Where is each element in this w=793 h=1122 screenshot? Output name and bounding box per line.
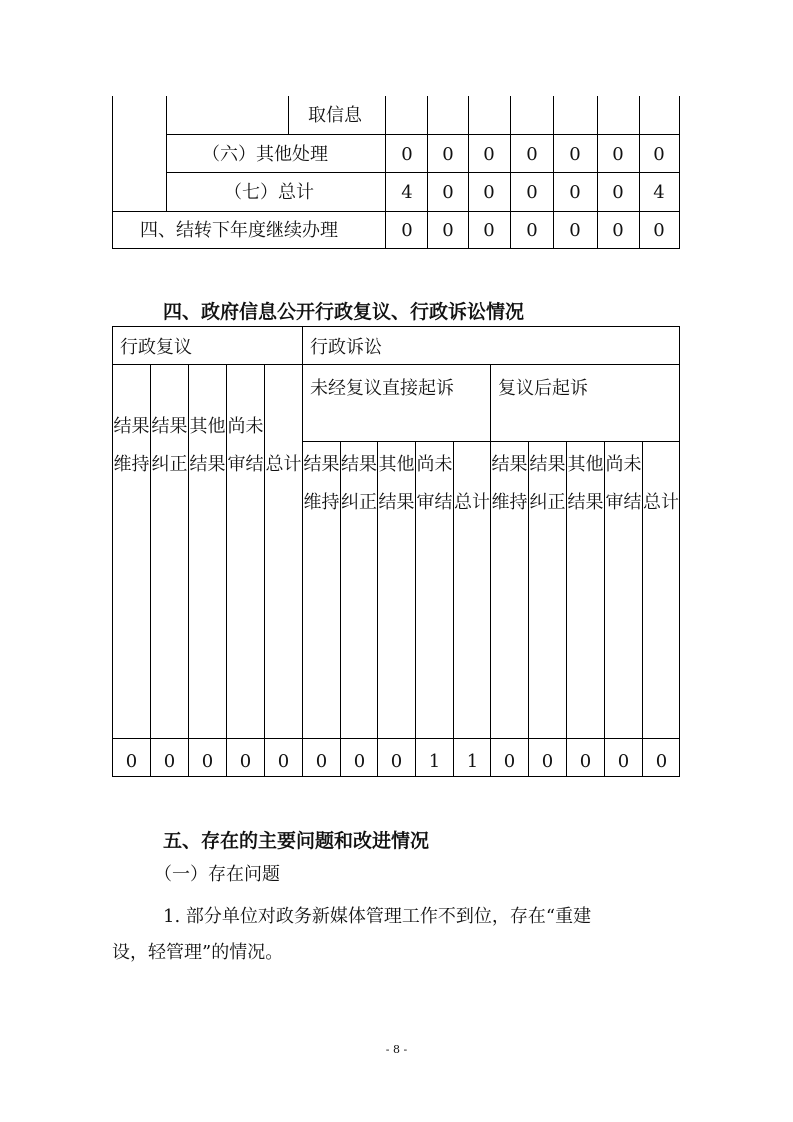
cell-value: 0	[483, 144, 495, 165]
cell-value: 0	[483, 220, 495, 241]
page-number: - 8 -	[385, 1043, 408, 1056]
cell-value: 0	[612, 220, 624, 241]
subsection-title: （一）存在问题	[154, 864, 280, 885]
col-header: 其他结果	[378, 454, 415, 513]
cell-value: 0	[655, 751, 668, 772]
header-after-review-litigation: 复议后起诉	[498, 378, 588, 399]
paragraph-line: 1. 部分单位对政务新媒体管理工作不到位，存在“重建	[163, 906, 592, 927]
cell-value: 0	[653, 144, 665, 165]
row-label: 四、结转下年度继续办理	[140, 220, 338, 241]
header-direct-litigation: 未经复议直接起诉	[310, 378, 454, 399]
cell-value: 0	[353, 751, 366, 772]
cell-value: 0	[569, 144, 581, 165]
cell-value: 0	[541, 751, 554, 772]
col-header: 其他结果	[567, 454, 604, 513]
cell-value: 0	[125, 751, 138, 772]
cell-value: 0	[526, 182, 538, 203]
row-label: 取信息	[308, 105, 362, 126]
cell-value: 0	[612, 182, 624, 203]
cell-value: 0	[401, 220, 413, 241]
cell-value: 4	[653, 182, 665, 203]
col-header: 总计	[454, 492, 490, 513]
cell-value: 0	[503, 751, 516, 772]
cell-value: 0	[442, 182, 454, 203]
cell-value: 0	[163, 751, 176, 772]
cell-value: 1	[428, 751, 441, 772]
cell-value: 0	[579, 751, 592, 772]
header-administrative-litigation: 行政诉讼	[310, 337, 382, 358]
cell-value: 0	[612, 144, 624, 165]
cell-value: 0	[569, 182, 581, 203]
col-header: 结果维持	[491, 454, 528, 513]
col-header: 其他结果	[189, 416, 226, 475]
cell-value: 0	[239, 751, 252, 772]
cell-value: 0	[401, 144, 413, 165]
col-header: 结果维持	[303, 454, 340, 513]
review-litigation-table	[112, 326, 680, 777]
disposal-table	[112, 96, 680, 249]
col-header: 结果纠正	[529, 454, 566, 513]
cell-value: 0	[483, 182, 495, 203]
cell-value: 0	[442, 144, 454, 165]
cell-value: 4	[401, 182, 413, 203]
header-administrative-review: 行政复议	[120, 337, 192, 358]
cell-value: 0	[526, 220, 538, 241]
col-header: 总计	[265, 454, 302, 475]
section-4-title: 四、政府信息公开行政复议、行政诉讼情况	[163, 301, 525, 323]
col-header: 尚未审结	[416, 454, 453, 513]
cell-value: 0	[569, 220, 581, 241]
row-label: （六）其他处理	[202, 144, 328, 165]
cell-value: 0	[617, 751, 630, 772]
col-header: 尚未审结	[227, 416, 264, 475]
col-header: 尚未审结	[605, 454, 642, 513]
section-5-title: 五、存在的主要问题和改进情况	[163, 830, 430, 852]
col-header: 总计	[643, 492, 679, 513]
col-header: 结果纠正	[341, 454, 377, 513]
row-label: （七）总计	[224, 182, 314, 203]
cell-value: 0	[315, 751, 328, 772]
cell-value: 0	[390, 751, 403, 772]
cell-value: 0	[277, 751, 290, 772]
cell-value: 0	[201, 751, 214, 772]
col-header: 结果纠正	[151, 416, 188, 475]
cell-value: 0	[442, 220, 454, 241]
cell-value: 0	[653, 220, 665, 241]
paragraph-line: 设，轻管理”的情况。	[112, 942, 284, 963]
col-header: 结果维持	[113, 416, 150, 475]
cell-value: 1	[466, 751, 479, 772]
cell-value: 0	[526, 144, 538, 165]
